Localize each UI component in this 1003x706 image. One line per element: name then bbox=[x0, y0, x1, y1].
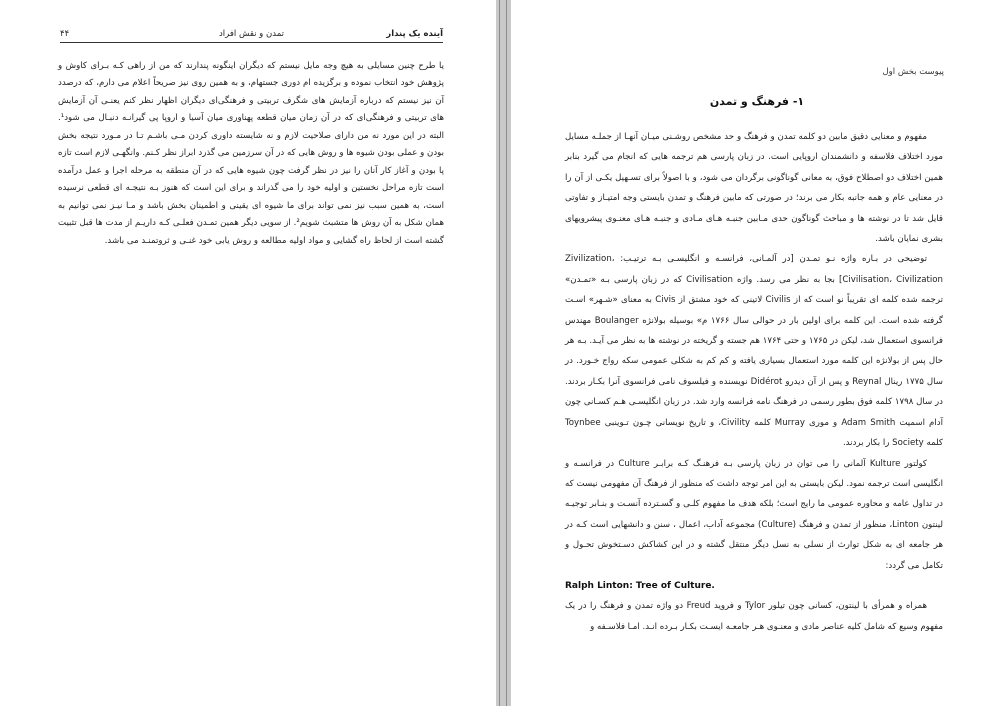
book-title: آینده یک پندار bbox=[386, 29, 443, 39]
section-title: ۱- فرهنگ و تمدن bbox=[709, 95, 805, 108]
body-paragraph: مفهوم و معنایی دقیق مابین دو کلمه تمدن و فرهنگ و حد مشخص روشـنی میـان آنهـا از جملـه مسایل مورد اختلاف فلاسفه و دانشمندان اروپایی است. در زبان پارسی هم ترجمه هایی که انجام می گیرد بنابر همین اختلاف دو اصطلاح فوق، به معانی گوناگونی برگردان می شود، و با اصولاً برای تسـهیل یکـی از آن را در معنایی عام و همه جانبه بکار می برند؛ در صورتی که مابین فرهنگ و تمدن بایستی وجه امتیـاز و تفاوتی قایل شد تا در نوشته ها و مباحث گوناگون حدی مـابین جنبـه هـای مـادی و جنبـه هـای معنـوی پیشرویهای بشری نمایان باشد. bbox=[565, 132, 943, 245]
body-paragraph: همراه و همرأی با لینتون، کسانی چون تیلور Tylor و فروید Freud دو واژه تمدن و فرهنگ را در یک مفهوم وسیع که شامل کلیه عناصر مادی و معنـوی هـر جامعـه ایسـت بکـار بـرده انـد. امـا فلاسـفه و bbox=[565, 601, 943, 632]
right-page bbox=[511, 0, 1003, 706]
left-page bbox=[0, 0, 496, 706]
page-header bbox=[60, 28, 443, 43]
part-label: پیوست بخش اول bbox=[882, 67, 944, 77]
page-number: ۴۴ bbox=[60, 29, 70, 39]
body-paragraph: یا طرح چنین مسایلی به هیچ وجه مایل نیستم که دیگران اینگونه پندارند که من از راهی کـه بـرای کاوش و پژوهش خود انتخاب نموده و برگزیده ام دوری جستهام، و به همین روی نیز صریحاً اعلام می دارم، که درصدد آن نیز نیستم که درباره آزمایش های شگرف تربیتی و فرهنگی‌ای دیگران اظهار نظر کنم یعنـی آن آزمایش های تربیتی و فرهنگی‌ای که در آن زمان میان قطعه پهناوری میان آسیا و اروپا پی گیرانـه دنبـال می شود¹. البته در این مورد نه من دارای صلاحیت لازم و نه شایسته داوری کردن مـی باشـم تـا در مـورد نتیجه بخش بودن و عملی بودن شیوه ها و روش هایی که در آن سرزمین می گذرد ابراز نظر کـنم. وانگهـی لازم است تازه پا بودن و آغاز کار آنان را نیز در نظر گرفت چون شیوه هایی که در آن منطقه به مرحله اجرا و عمل درآمده است تازه مراحل نخستین و اولیه خود را می گذراند و برای این است که هنوز بـه نتیجـه ای قطعی نرسیده است، به همین سبب نیز نمی تواند برای ما شیوه ای یقینی و اطمینان بخش باشد و مـا نیـز نمی توانیم به همان شکل به آن روش ها متشبث شویم². از سویی دیگر همین تمـدن فعلـی کـه داریـم از مدت ها قبل تثبیت گشته است از لحاظ راه گشایی و مواد اولیه مطالعه و روش یابی خود غنـی و ثروتمنـد می باشد. bbox=[58, 61, 445, 246]
chapter-title: تمدن و نقش افراد bbox=[219, 29, 284, 39]
english-citation: Ralph Linton: Tree of Culture. bbox=[565, 580, 715, 591]
book-gutter bbox=[496, 0, 511, 706]
body-paragraph: کولتور Kulture آلمانی را می توان در زبان پارسی بـه فرهنـگ کـه برابـر Culture در فرانسـه و انگلیسی است ترجمه نمود. لیکن بایستی به این امر توجه داشت که منظور از فرهنگ آن مفهومی نیست که در تداول عامه و محاوره عمومی ما رایج است؛ بلکه هدف ما مفهوم کلـی و گسـترده آنسـت و بنـابر توجیـه لینتون Linton، منظور از تمدن و فرهنگ (Culture) مجموعه آداب، اعمال ، سنن و دانشهایی است کـه در هر جامعه ای به شکل توارث از نسلی به نسل دیگر منتقل گشته و در این کشاکش دسـتخوش تحـول و تکامل می گردد: bbox=[565, 458, 943, 571]
left-page-body bbox=[58, 58, 444, 250]
right-page-body bbox=[565, 127, 943, 637]
body-paragraph: توضیحی در بـاره واژه نـو تمـدن [در آلمـانی، فرانسـه و انگلیسـی بـه ترتیـب: Zivilization، Civilisation، Civilization] بجا به نظر می رسد. واژه Civilisation که در زبان پارسی بـه «تمـدن» ترجمه شده کلمه ای تقریباً نو است که از Civilis لاتینی که خود مشتق از Civis به معنای «شـهر» اسـت گرفته شده است. این کلمه برای اولین بار در حوالی سال ۱۷۶۶ م» بوسیله بولانژه Boulanger مهندس فرانسوی استعمال شد، لیکن در ۱۷۶۵ و حتی ۱۷۶۴ هم جسته و گریخته در نوشته ها به نظر می آیـد. بـه هر حال پس از بولانژه این کلمه مورد استعمال بسیاری یافته و کم کم به شکلی عمومی سکه رواج خـورد. در سال ۱۷۷۵ رینال Reynal و پس از آن دیدرو Didérot نویسنده و فیلسوف نامی فرانسوی آنرا بکـار بردند. در سال ۱۷۹۸ کلمه فوق بطور رسمی در فرهنگ نامه فرانسه وارد شد. در زبان انگلیسـی هـم کسـانی چون آدام اسمیت Adam Smith و موری Murray کلمه Civility، و تاریخ نویسانی چـون تـوینبی Toynbee کلمه Society را بکار بردند. bbox=[565, 254, 944, 449]
